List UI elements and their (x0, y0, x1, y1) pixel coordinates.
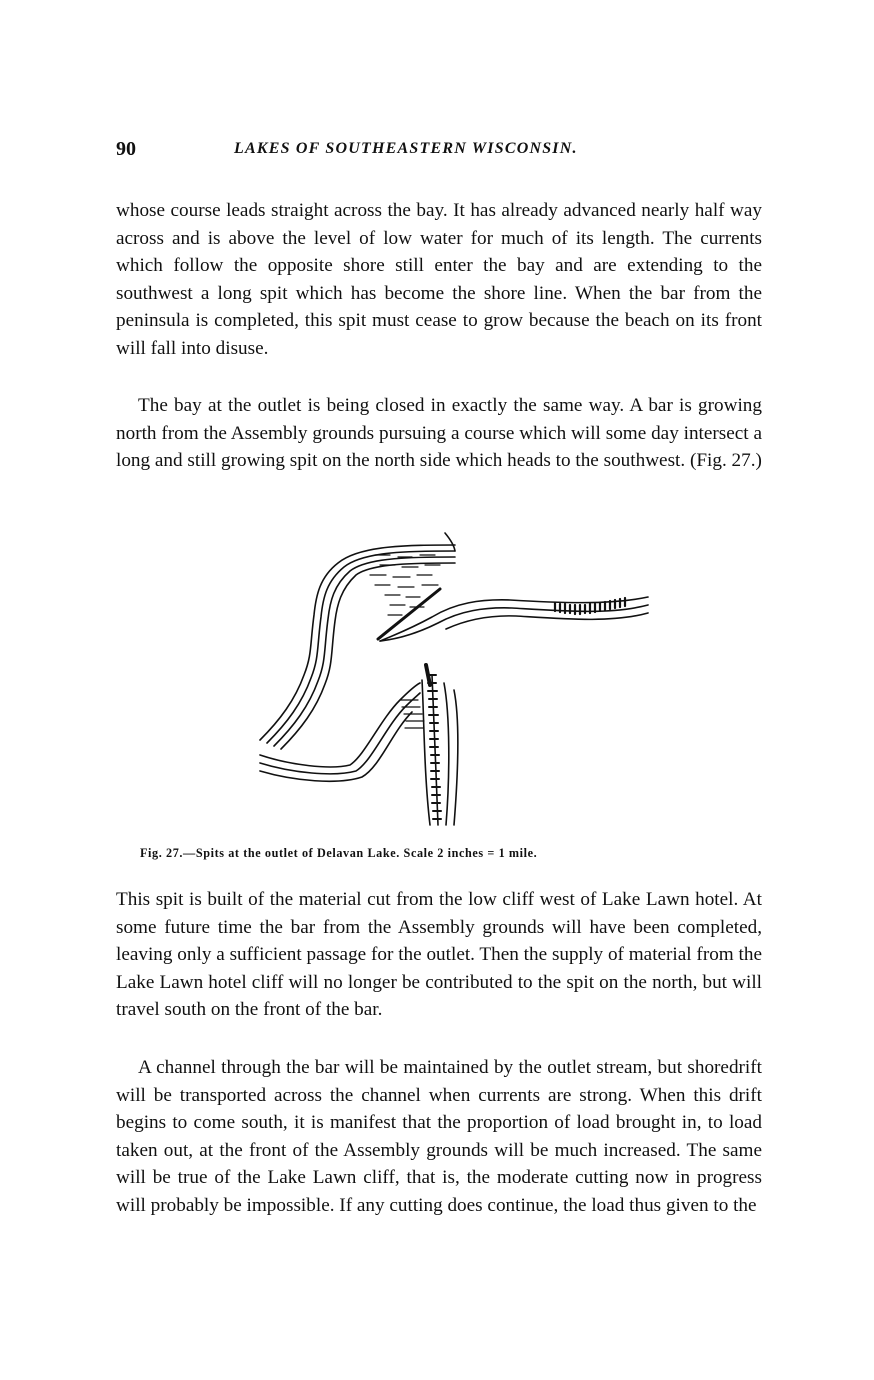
bar-north-tip (426, 665, 430, 685)
page-header (116, 138, 762, 170)
paragraph-3: This spit is built of the material cut from the low cliff west of Lake Lawn hotel. At some future time the bar from the Assembly grounds will have been completed, leaving only a sufficient passage for the outlet. Then the supply of material from the Lake Lawn hotel cliff will no longer be contributed to the spit on the north, but will travel south on the front of the bar. (116, 889, 762, 1020)
spits-map-illustration (240, 525, 660, 835)
south-shoreline-contours (260, 683, 420, 781)
running-title: LAKES OF SOUTHEASTERN WISCONSIN. (234, 140, 578, 157)
paragraph-1: whose course leads straight across the bay. It has already advanced nearly half way across and is above the level of low water for much of its length. The currents which follow the opposite shore still enter the bay and are extending to the southwest a long spit which has become the shore line. When the bar from the peninsula is completed, this spit must cease to grow because the beach on its front will fall into disuse. (116, 200, 762, 359)
north-cliff-hachures (555, 598, 625, 614)
south-water-hatching (400, 700, 424, 728)
paragraph-4: A channel through the bar will be maintained by the outlet stream, but shoredrift will be transported across the channel when currents are strong. When this drift begins to come south, it is manifest that the proportion of load brought in, to load taken out, at the front of the Assembly grounds will be much increased. The same will be true of the Lake Lawn cliff, that is, the moderate cutting now in progress will probably be impossible. If any cutting does continue, the load thus given to the (116, 1057, 762, 1216)
page-number: 90 (116, 138, 136, 160)
paragraph-2: The bay at the outlet is being closed in exactly the same way. A bar is growing north from the Assembly grounds pursuing a course which will some day intersect a long and still growing spit on the north side which heads to the southwest. (Fig. 27.) (116, 395, 762, 471)
figure-27-map (240, 525, 660, 835)
south-bar-cliff-hachures (428, 675, 441, 819)
figure-caption: Fig. 27.—Spits at the outlet of Delavan Lake. Scale 2 inches = 1 mile. (140, 846, 538, 860)
